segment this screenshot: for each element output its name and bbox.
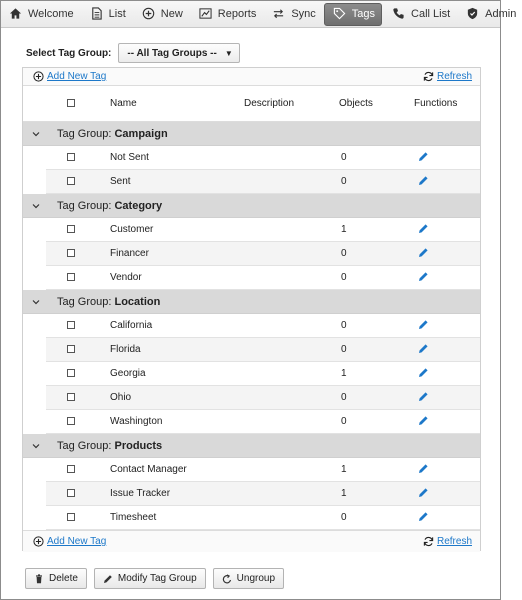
tag-objects-count: 0 <box>341 320 347 331</box>
add-new-tag-label: Add New Tag <box>47 536 107 547</box>
modify-tag-group-label: Modify Tag Group <box>117 573 197 584</box>
refresh-link[interactable] <box>423 71 472 82</box>
refresh-icon <box>423 71 434 82</box>
tag-objects-count: 1 <box>341 488 347 499</box>
edit-pencil-icon[interactable] <box>418 151 429 162</box>
tag-group-row[interactable] <box>23 122 480 146</box>
tag-name: Florida <box>110 344 141 355</box>
tag-name: Sent <box>110 176 131 187</box>
header-objects[interactable]: Objects <box>339 98 373 109</box>
nav-label: Admin <box>485 8 517 20</box>
row-checkbox[interactable] <box>67 225 75 233</box>
nav-welcome[interactable] <box>1 3 80 26</box>
tag-objects-count: 0 <box>341 248 347 259</box>
home-icon <box>9 7 23 21</box>
caret-down-icon: ▼ <box>224 48 233 58</box>
add-new-tag-link[interactable] <box>33 71 106 82</box>
add-circle-icon <box>33 536 44 547</box>
nav-label: Sync <box>291 8 316 20</box>
table-row[interactable] <box>46 242 480 266</box>
tag-name: California <box>110 320 153 331</box>
nav-list[interactable] <box>82 3 132 26</box>
table-row[interactable] <box>46 386 480 410</box>
nav-label: Welcome <box>28 8 74 20</box>
edit-pencil-icon[interactable] <box>418 367 429 378</box>
tag-group-title <box>57 440 162 452</box>
header-name[interactable]: Name <box>110 98 137 109</box>
tag-name: Ohio <box>110 392 132 403</box>
delete-label: Delete <box>49 573 78 584</box>
nav-call-list[interactable] <box>384 3 456 26</box>
nav-admin[interactable] <box>458 3 522 26</box>
table-toolbar-top <box>23 68 480 86</box>
refresh-label: Refresh <box>436 536 472 547</box>
tags-table-panel <box>22 67 481 551</box>
nav-new[interactable] <box>134 3 189 26</box>
edit-pencil-icon[interactable] <box>418 271 429 282</box>
row-checkbox[interactable] <box>67 465 75 473</box>
undo-icon <box>222 574 232 584</box>
edit-pencil-icon[interactable] <box>418 223 429 234</box>
table-row[interactable] <box>46 146 480 170</box>
refresh-icon <box>423 536 434 547</box>
tag-group-label: Select Tag Group: <box>26 47 112 59</box>
action-buttons <box>25 568 291 589</box>
chevron-down-icon[interactable] <box>32 129 40 137</box>
tag-group-select-value: -- All Tag Groups -- <box>127 47 217 59</box>
ungroup-label: Ungroup <box>236 573 276 584</box>
table-row[interactable] <box>46 218 480 242</box>
table-row[interactable] <box>46 410 480 434</box>
plus-circle-icon <box>142 7 156 21</box>
tag-group-name: Location <box>114 295 161 308</box>
table-toolbar-bottom <box>23 530 480 552</box>
top-nav <box>1 1 517 28</box>
table-row[interactable] <box>46 266 480 290</box>
tag-name: Financer <box>110 248 149 259</box>
tag-objects-count: 1 <box>341 368 347 379</box>
nav-label: List <box>108 8 126 20</box>
row-checkbox[interactable] <box>67 369 75 377</box>
edit-pencil-icon[interactable] <box>418 415 429 426</box>
pencil-icon <box>103 574 113 584</box>
nav-label: New <box>160 8 183 20</box>
tag-group-prefix: Tag Group: <box>57 439 112 452</box>
header-description[interactable]: Description <box>244 98 295 109</box>
tag-group-prefix: Tag Group: <box>57 127 112 140</box>
modify-tag-group-button[interactable] <box>94 568 206 589</box>
tag-name: Georgia <box>110 368 146 379</box>
tag-group-title <box>57 296 160 308</box>
row-checkbox[interactable] <box>67 321 75 329</box>
edit-pencil-icon[interactable] <box>418 319 429 330</box>
tag-group-name: Campaign <box>114 127 168 140</box>
tag-objects-count: 0 <box>341 512 347 523</box>
table-header <box>23 86 480 122</box>
add-new-tag-link-bottom[interactable] <box>33 536 106 547</box>
edit-pencil-icon[interactable] <box>418 487 429 498</box>
tag-name: Vendor <box>110 272 142 283</box>
chevron-down-icon[interactable] <box>32 441 40 449</box>
row-checkbox[interactable] <box>67 345 75 353</box>
tag-group-selector-row <box>26 43 240 63</box>
tag-objects-count: 0 <box>341 176 347 187</box>
tag-group-name: Category <box>114 199 163 212</box>
tag-group-prefix: Tag Group: <box>57 199 112 212</box>
list-icon <box>90 7 104 21</box>
tag-objects-count: 1 <box>341 224 347 235</box>
edit-pencil-icon[interactable] <box>418 511 429 522</box>
tag-name: Customer <box>110 224 154 235</box>
tag-icon <box>333 7 347 21</box>
tag-objects-count: 0 <box>341 416 347 427</box>
row-checkbox[interactable] <box>67 177 75 185</box>
table-row[interactable] <box>46 314 480 338</box>
table-row[interactable] <box>46 458 480 482</box>
refresh-link-bottom[interactable] <box>423 536 472 547</box>
nav-label: Tags <box>351 8 376 20</box>
edit-pencil-icon[interactable] <box>418 463 429 474</box>
row-checkbox[interactable] <box>67 393 75 401</box>
tag-group-title <box>57 128 168 140</box>
tag-group-select[interactable] <box>118 43 239 63</box>
tag-objects-count: 0 <box>341 272 347 283</box>
trash-icon <box>34 574 44 584</box>
delete-button[interactable] <box>25 568 87 589</box>
table-row[interactable] <box>46 482 480 506</box>
phone-icon <box>392 7 406 21</box>
tag-objects-count: 0 <box>341 152 347 163</box>
row-checkbox[interactable] <box>67 489 75 497</box>
row-checkbox[interactable] <box>67 153 75 161</box>
row-checkbox[interactable] <box>67 273 75 281</box>
tag-group-row[interactable] <box>23 194 480 218</box>
nav-label: Reports <box>217 8 257 20</box>
nav-tags[interactable] <box>324 3 382 26</box>
refresh-label: Refresh <box>436 71 472 82</box>
row-checkbox[interactable] <box>67 417 75 425</box>
chevron-down-icon[interactable] <box>32 201 40 209</box>
edit-pencil-icon[interactable] <box>418 175 429 186</box>
tag-group-prefix: Tag Group: <box>57 295 112 308</box>
nav-sync[interactable] <box>264 3 321 26</box>
table-row[interactable] <box>46 170 480 194</box>
edit-pencil-icon[interactable] <box>418 391 429 402</box>
table-row[interactable] <box>46 506 480 530</box>
ungroup-button[interactable] <box>213 568 284 589</box>
tag-group-row[interactable] <box>23 434 480 458</box>
shield-icon <box>466 7 480 21</box>
table-row[interactable] <box>46 338 480 362</box>
tag-group-name: Products <box>114 439 163 452</box>
tag-name: Not Sent <box>110 152 149 163</box>
header-functions: Functions <box>414 98 458 109</box>
row-checkbox[interactable] <box>67 249 75 257</box>
tag-name: Contact Manager <box>110 464 187 475</box>
tag-group-row[interactable] <box>23 290 480 314</box>
add-circle-icon <box>33 71 44 82</box>
row-checkbox[interactable] <box>67 513 75 521</box>
tag-objects-count: 0 <box>341 392 347 403</box>
sync-arrows-icon <box>272 7 286 21</box>
chevron-down-icon[interactable] <box>32 297 40 305</box>
chart-icon <box>199 7 213 21</box>
tag-objects-count: 0 <box>341 344 347 355</box>
select-all-checkbox[interactable] <box>67 99 75 107</box>
table-row[interactable] <box>46 362 480 386</box>
edit-pencil-icon[interactable] <box>418 247 429 258</box>
tag-name: Washington <box>110 416 163 427</box>
add-new-tag-label: Add New Tag <box>47 71 107 82</box>
tag-name: Timesheet <box>110 512 157 523</box>
tag-objects-count: 1 <box>341 464 347 475</box>
tag-group-title <box>57 200 162 212</box>
nav-label: Call List <box>411 8 451 20</box>
tag-name: Issue Tracker <box>110 488 171 499</box>
edit-pencil-icon[interactable] <box>418 343 429 354</box>
nav-reports[interactable] <box>191 3 263 26</box>
table-body <box>23 122 480 530</box>
